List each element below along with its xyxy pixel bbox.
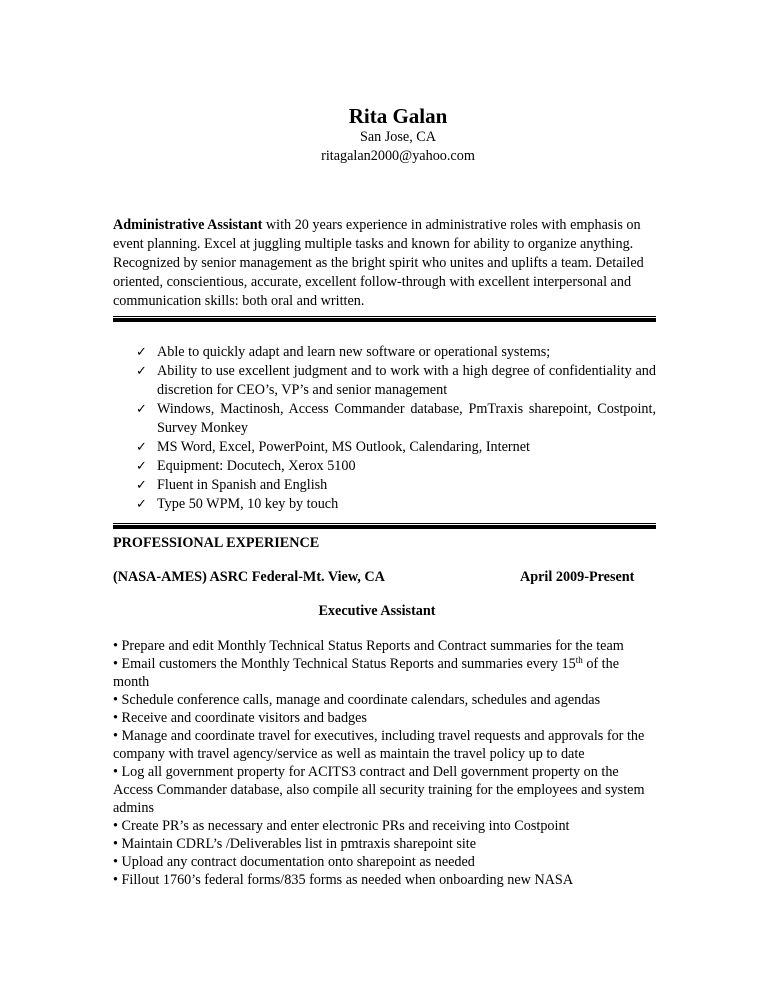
employer-name: (NASA-AMES) ASRC Federal-Mt. View, CA: [113, 569, 385, 585]
experience-section-title: PROFESSIONAL EXPERIENCE: [113, 535, 320, 551]
candidate-email: ritagalan2000@yahoo.com: [321, 148, 475, 164]
duty-item: • Fillout 1760’s federal forms/835 forms as needed when onboarding new NASA: [113, 872, 574, 888]
section-divider: [113, 523, 656, 529]
checkmark-icon: ✓: [136, 345, 147, 360]
checkmark-icon: ✓: [136, 497, 147, 512]
skill-item: ✓ Type 50 WPM, 10 key by touch: [136, 496, 339, 512]
duty-item: • Prepare and edit Monthly Technical Status Reports and Contract summaries for the team: [113, 638, 624, 654]
skills-list: [136, 343, 656, 514]
summary-title: Administrative Assistant: [113, 217, 263, 233]
candidate-name: Rita Galan: [348, 104, 448, 128]
duty-item: • Email customers the Monthly Technical Status Reports and summaries every 15th of the month: [113, 655, 620, 690]
summary-text: with 20 years experience in administrative roles with emphasis on event planning. Excel at juggling multiple tasks and known for ability to organize anything. Recognized by senior management as the bright spirit who unites and uplifts a team. Detailed oriented, conscientious, accurate, excellent follow-through with excellent interpersonal and communication skills: both oral and written.: [113, 217, 644, 309]
duty-item: • Upload any contract documentation onto sharepoint as needed: [113, 854, 475, 870]
skill-item: ✓ Windows, Mactinosh, Access Commander database, PmTraxis sharepoint, Costpoint, Survey Monkey: [136, 401, 656, 436]
duty-item: • Receive and coordinate visitors and badges: [113, 710, 367, 726]
checkmark-icon: ✓: [136, 478, 147, 493]
duty-item: • Maintain CDRL’s /Deliverables list in pmtraxis sharepoint site: [113, 836, 477, 852]
skill-item: ✓ Fluent in Spanish and English: [136, 477, 328, 493]
skill-item: ✓ Equipment: Docutech, Xerox 5100: [136, 458, 356, 474]
checkmark-icon: ✓: [136, 440, 147, 455]
checkmark-icon: ✓: [136, 364, 147, 379]
candidate-location: San Jose, CA: [359, 129, 437, 145]
resume-header: [0, 104, 768, 166]
duty-item: • Log all government property for ACITS3 contract and Dell government property on the Access Commander database, also compile all security training for the employees and system admins: [113, 764, 645, 816]
checkmark-icon: ✓: [136, 459, 147, 474]
summary-paragraph: [113, 216, 657, 311]
skill-item: ✓ Able to quickly adapt and learn new software or operational systems;: [136, 344, 551, 360]
duty-item: • Create PR’s as necessary and enter electronic PRs and receiving into Costpoint: [113, 818, 570, 834]
duty-item: • Manage and coordinate travel for executives, including travel requests and approvals for the company with travel agency/service as well as maintain the travel policy up to date: [113, 728, 645, 762]
job-title: Executive Assistant: [318, 603, 436, 619]
section-divider: [113, 316, 656, 322]
checkmark-icon: ✓: [136, 402, 147, 417]
skill-item: ✓ MS Word, Excel, PowerPoint, MS Outlook, Calendaring, Internet: [136, 439, 530, 455]
skill-item: ✓ Ability to use excellent judgment and to work with a high degree of confidentiality and discretion for CEO’s, VP’s and senior management: [136, 363, 656, 398]
duties-list: [113, 637, 658, 889]
duty-item: • Schedule conference calls, manage and coordinate calendars, schedules and agendas: [113, 692, 601, 708]
employment-dates: April 2009-Present: [520, 569, 635, 585]
